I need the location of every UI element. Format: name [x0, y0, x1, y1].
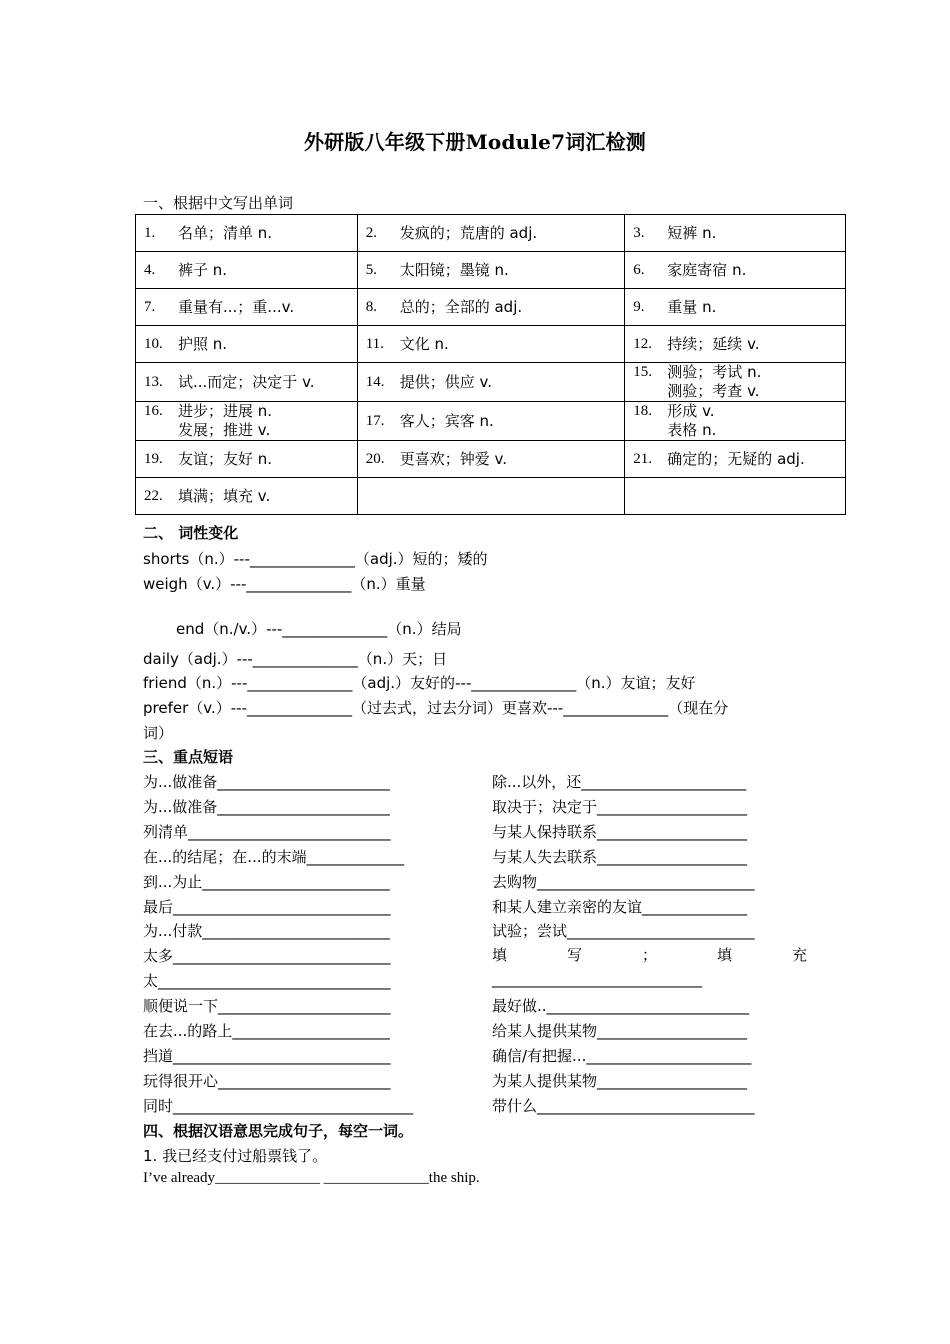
item-number: 21.: [633, 450, 653, 467]
item-number: 9.: [633, 298, 645, 315]
item-definition: 名单；清单 n.: [178, 223, 273, 242]
phrase-item-left: 玩得很开心_______________________: [143, 1072, 391, 1090]
vocab-row: [136, 289, 846, 326]
item-definition: 形成 v. 表格 n.: [667, 402, 717, 439]
vocab-cell: [136, 441, 358, 478]
phrase-item-right: 去购物_____________________________: [492, 873, 755, 891]
phrase-item-right: 给某人提供某物____________________: [492, 1022, 748, 1040]
item-number: 13.: [144, 373, 163, 390]
vocab-cell: [625, 441, 846, 478]
item-number: 17.: [365, 412, 385, 429]
phrase-item-right: 最好做..___________________________: [492, 997, 750, 1015]
vocab-cell: [357, 363, 625, 402]
item-definition: 提供；供应 v.: [399, 372, 492, 391]
vocab-row: [136, 326, 846, 363]
phrase-item-left: 同时________________________________: [143, 1097, 414, 1115]
phrase-item-right: 带什么_____________________________: [492, 1097, 755, 1115]
vocab-cell: [136, 402, 358, 441]
phrase-item-right: 与某人失去联系____________________: [492, 848, 748, 866]
section2-heading: 二、 词性变化: [143, 524, 239, 542]
vocab-row: [136, 478, 846, 515]
vocab-cell: [136, 478, 358, 515]
phrase-item-left: 最后_____________________________: [143, 898, 391, 916]
item-definition: 家庭寄宿 n.: [667, 260, 747, 279]
phrase-item-left: 为...做准备_______________________: [143, 773, 390, 791]
vocab-cell: [357, 478, 625, 515]
item-definition: 短裤 n.: [667, 223, 717, 242]
phrase-item-left: 顺便说一下_______________________: [143, 997, 391, 1015]
section1-heading: 一、根据中文写出单词: [143, 194, 294, 212]
item-number: 7.: [144, 298, 156, 315]
vocab-cell: [625, 363, 846, 402]
phrase-item-left: 太多_____________________________: [143, 947, 391, 965]
phrase-item-right: 确信/有把握...______________________: [492, 1047, 752, 1065]
item-definition: 进步；进展 n. 发展；推进 v.: [178, 402, 273, 439]
phrase-item-right: 为某人提供某物____________________: [492, 1072, 748, 1090]
vocab-cell: [136, 252, 358, 289]
word-form-line: weigh（v.）---______________（n.）重量: [143, 575, 426, 593]
phrase-char: 填: [716, 946, 732, 964]
word-form-line: prefer（v.）---______________（过去式，过去分词）更喜欢---______________（现在分: [143, 699, 729, 717]
vocab-row: [136, 215, 846, 252]
vocab-cell: [625, 326, 846, 363]
phrase-item-right: ____________________________: [492, 970, 702, 988]
item-definition: 护照 n.: [178, 334, 228, 353]
item-number: 6.: [633, 261, 645, 278]
item-number: 18.: [633, 403, 653, 419]
item-definition: 太阳镜；墨镜 n.: [399, 260, 509, 279]
phrase-item-right: 与某人保持联系____________________: [492, 823, 748, 841]
question-1-chinese: 1. 我已经支付过船票钱了。: [143, 1147, 328, 1165]
phrase-char: 填: [492, 946, 508, 964]
phrase-item-left: 为...做准备_______________________: [143, 798, 390, 816]
item-number: 12.: [633, 335, 653, 352]
word-form-line: 词）: [143, 724, 174, 742]
item-definition: 重量 n.: [667, 297, 717, 316]
phrase-fill-write: [492, 944, 807, 965]
phrase-char: 充: [791, 946, 807, 964]
vocab-cell: [625, 478, 846, 515]
vocab-cell: [136, 215, 358, 252]
vocab-cell: [357, 326, 625, 363]
word-form-line: shorts（n.）---______________（adj.）短的；矮的: [143, 550, 488, 568]
question-1-english: I’ve already______________ ______________the ship.: [143, 1170, 480, 1186]
vocab-row: [136, 252, 846, 289]
item-number: 11.: [365, 335, 384, 352]
vocab-cell: [625, 289, 846, 326]
phrase-item-right: 试验；尝试_________________________: [492, 922, 755, 940]
vocab-cell: [357, 289, 625, 326]
item-number: 5.: [365, 261, 377, 278]
page-title: 外研版八年级下册Module7词汇检测: [303, 130, 647, 154]
vocab-cell: [357, 402, 625, 441]
item-number: 15.: [633, 364, 653, 380]
vocab-cell: [357, 215, 625, 252]
vocab-cell: [625, 402, 846, 441]
phrase-item-left: 为...付款_________________________: [143, 922, 390, 940]
item-definition: 持续；延续 v.: [667, 334, 760, 353]
vocab-cell: [136, 326, 358, 363]
phrase-item-right: 除...以外，还______________________: [492, 773, 747, 791]
phrase-char: 写: [566, 946, 582, 964]
item-number: 3.: [633, 224, 645, 241]
vocab-cell: [136, 289, 358, 326]
item-number: 1.: [144, 224, 156, 241]
item-definition: 重量有...；重...v.: [178, 297, 295, 316]
vocab-cell: [136, 363, 358, 402]
word-form-line: end（n./v.）---______________（n.）结局: [176, 620, 462, 638]
item-number: 4.: [144, 261, 156, 278]
item-number: 8.: [365, 298, 377, 315]
item-definition: 裤子 n.: [178, 260, 228, 279]
vocab-cell: [357, 441, 625, 478]
vocab-row: [136, 363, 846, 402]
item-definition: 更喜欢；钟爱 v.: [399, 449, 507, 468]
word-form-line: friend（n.）---______________（adj.）友好的---______________（n.）友谊；友好: [143, 674, 696, 692]
phrase-item-left: 到...为止_________________________: [143, 873, 390, 891]
section4-heading: 四、根据汉语意思完成句子，每空一词。: [143, 1122, 414, 1140]
phrase-item-left: 太_______________________________: [143, 972, 391, 990]
item-definition: 客人；宾客 n.: [399, 411, 494, 430]
phrase-char: ；: [641, 946, 657, 964]
item-number: 10.: [144, 335, 163, 352]
item-number: 20.: [365, 450, 385, 467]
item-definition: 总的；全部的 adj.: [399, 297, 523, 316]
item-definition: 友谊；友好 n.: [178, 449, 273, 468]
item-definition: 测验；考试 n. 测验；考查 v.: [667, 363, 762, 400]
item-definition: 文化 n.: [399, 334, 449, 353]
vocab-cell: [357, 252, 625, 289]
vocab-table: [135, 214, 846, 515]
item-number: 2.: [365, 224, 377, 241]
vocab-cell: [625, 252, 846, 289]
vocab-row: [136, 402, 846, 441]
phrase-item-left: 列清单___________________________: [143, 823, 391, 841]
word-form-line: daily（adj.）---______________（n.）天；日: [143, 650, 448, 668]
item-definition: 确定的；无疑的 adj.: [667, 449, 805, 468]
vocab-row: [136, 441, 846, 478]
phrase-item-right: 和某人建立亲密的友谊______________: [492, 898, 748, 916]
item-definition: 试...而定；决定于 v.: [178, 372, 315, 391]
item-definition: 填满；填充 v.: [178, 486, 271, 505]
vocab-cell: [625, 215, 846, 252]
section3-heading: 三、重点短语: [143, 748, 234, 766]
phrase-item-left: 挡道_____________________________: [143, 1047, 391, 1065]
phrase-item-left: 在去...的路上_____________________: [143, 1022, 390, 1040]
item-definition: 发疯的；荒唐的 adj.: [399, 223, 538, 242]
item-number: 22.: [144, 487, 163, 504]
item-number: 14.: [365, 373, 385, 390]
phrase-item-left: 在...的结尾；在...的末端_____________: [143, 848, 405, 866]
item-number: 16.: [144, 403, 163, 419]
phrase-item-right: 取决于；决定于____________________: [492, 798, 748, 816]
item-number: 19.: [144, 450, 163, 467]
